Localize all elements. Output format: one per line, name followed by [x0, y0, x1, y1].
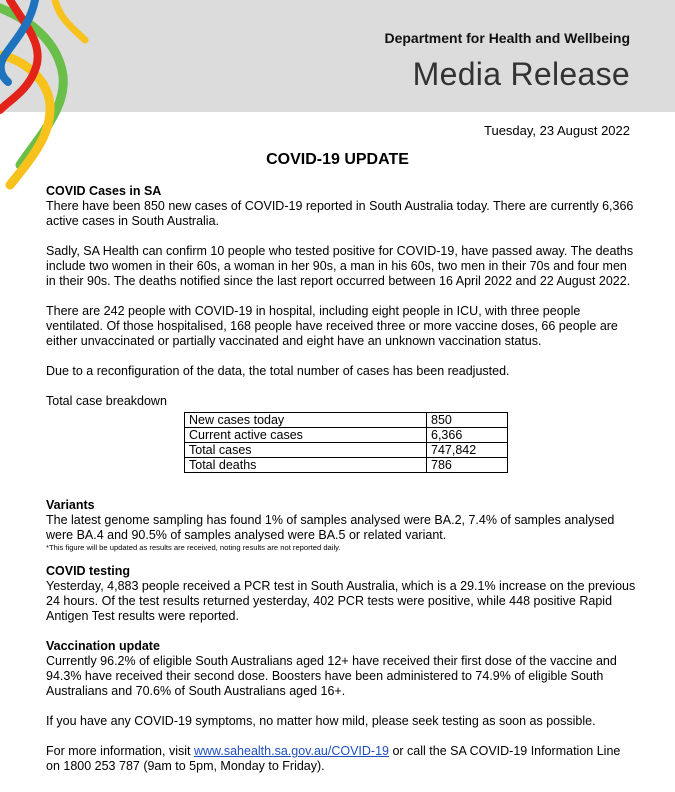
vaccination-text: Currently 96.2% of eligible South Australians aged 12+ have received their first dose of the vaccine and 94.3% have received their second dose. Boosters have been administered to 74.9% of eligible South Australians and 70.6% of South Australians aged 16+.	[46, 654, 617, 698]
cases-paragraph-1: There have been 850 new cases of COVID-19 reported in South Australia today. There are currently 6,366 active cases in South Australia.	[46, 199, 634, 228]
row-value: 6,366	[427, 428, 508, 443]
more-info	[46, 744, 636, 774]
release-body	[46, 184, 636, 774]
breakdown-label: Total case breakdown	[46, 394, 167, 408]
symptoms-advice: If you have any COVID-19 symptoms, no matter how mild, please seek testing as soon as possible.	[46, 714, 596, 728]
table-row	[185, 443, 508, 458]
table-row	[185, 428, 508, 443]
sahealth-covid-link[interactable]: www.sahealth.sa.gov.au/COVID-19	[193, 744, 389, 758]
vaccination-heading: Vaccination update	[46, 639, 160, 653]
variants-heading: Variants	[46, 498, 95, 512]
table-row	[185, 458, 508, 473]
testing-text: Yesterday, 4,883 people received a PCR test in South Australia, which is a 29.1% increase on the previous 24 hours. Of the test results returned yesterday, 402 PCR tests were positive, while 448 positive Rapid Antigen Test results were reported.	[46, 579, 636, 623]
testing-heading: COVID testing	[46, 564, 131, 578]
release-date: Tuesday, 23 August 2022	[484, 123, 630, 138]
row-label: Total cases	[185, 443, 427, 458]
page-title: COVID-19 UPDATE	[266, 151, 409, 168]
document-type-heading: Media Release	[412, 56, 630, 92]
cases-heading: COVID Cases in SA	[46, 184, 162, 198]
row-label: New cases today	[185, 413, 427, 428]
row-value: 747,842	[427, 443, 508, 458]
more-info-suffix: or call the SA COVID-19 Information Line on 1800 253 787 (9am to 5pm, Monday to Friday).	[46, 744, 621, 773]
row-label: Total deaths	[185, 458, 427, 473]
case-breakdown-table	[184, 412, 508, 473]
row-label: Current active cases	[185, 428, 427, 443]
sa-health-ribbon-logo	[0, 0, 95, 200]
cases-paragraph-3: There are 242 people with COVID-19 in hospital, including eight people in ICU, with three people ventilated. Of those hospitalised, 168 people have received three or more vaccine doses, 66 people are either unvaccinated or partially vaccinated and eight have an unknown vaccination status.	[46, 304, 618, 348]
row-value: 786	[427, 458, 508, 473]
department-name: Department for Health and Wellbeing	[384, 30, 630, 46]
cases-paragraph-4: Due to a reconfiguration of the data, the total number of cases has been readjusted.	[46, 364, 510, 378]
more-info-prefix: For more information, visit	[46, 744, 194, 758]
cases-paragraph-2: Sadly, SA Health can confirm 10 people who tested positive for COVID-19, have passed away. The deaths include two women in their 60s, a woman in her 90s, a man in his 60s, two men in their 70s and four men in their 90s. The deaths notified since the last report occurred between 16 April 2022 and 22 August 2022.	[46, 244, 634, 288]
variants-footnote: *This figure will be updated as results are received, noting results are not reported daily.	[46, 543, 341, 552]
variants-text: The latest genome sampling has found 1% of samples analysed were BA.2, 7.4% of samples analysed were BA.4 and 90.5% of samples analysed were BA.5 or related variant.	[46, 513, 615, 542]
table-row	[185, 413, 508, 428]
row-value: 850	[427, 413, 508, 428]
